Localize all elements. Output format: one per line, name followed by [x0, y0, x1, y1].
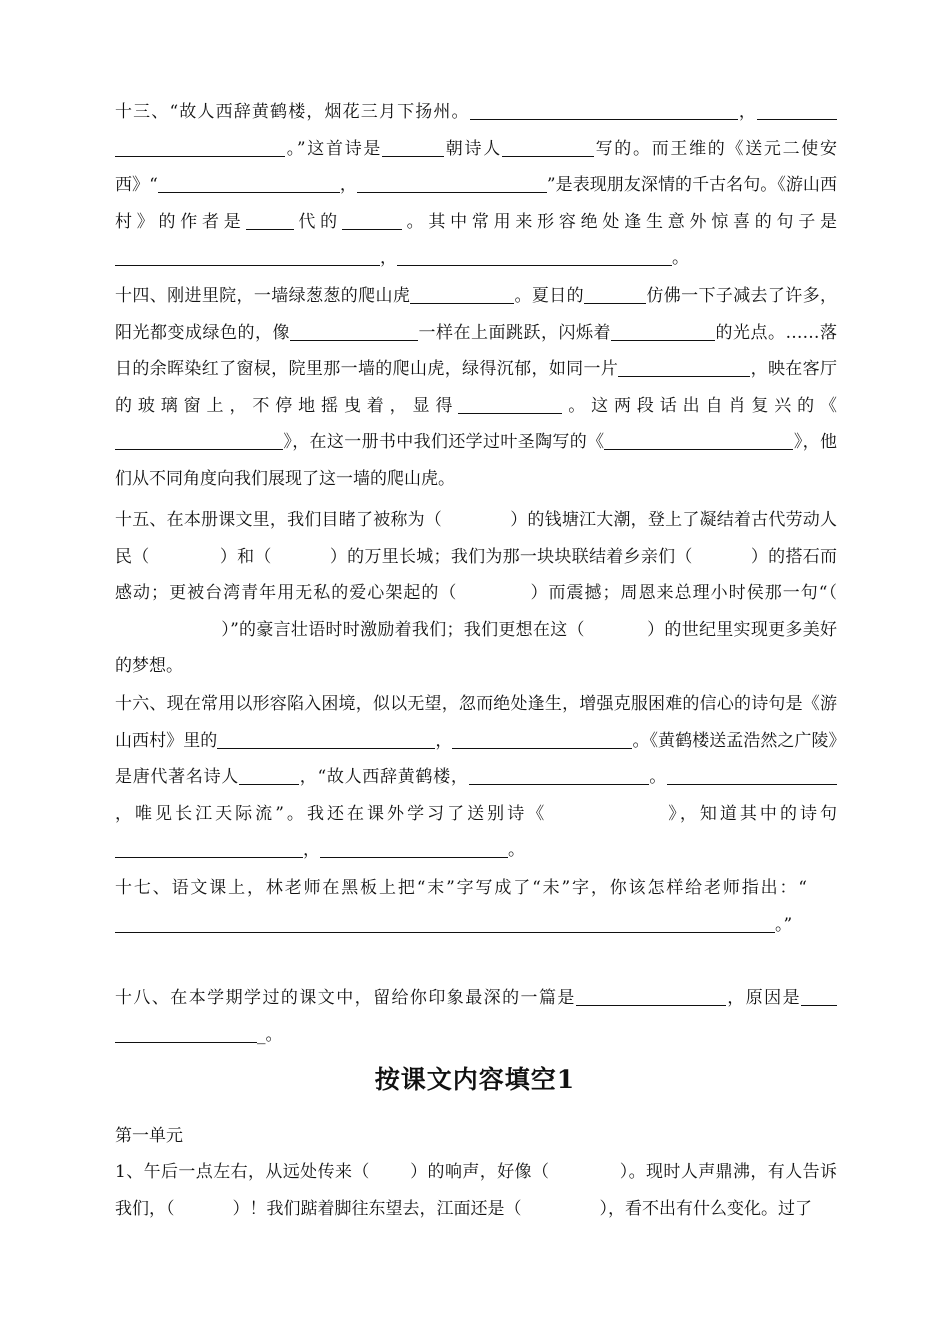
- q13-text-2: ，: [737, 102, 757, 122]
- answer-blank[interactable]: [115, 247, 380, 266]
- q18-text-3: _。: [257, 1024, 283, 1045]
- unit-label: 第一单元: [115, 1126, 183, 1146]
- q18-text-2: ，原因是: [725, 988, 802, 1008]
- q14-text-6: ，映在客厅的玻璃窗上，不停地摇曳着，显得: [115, 359, 837, 416]
- answer-blank[interactable]: [707, 766, 837, 785]
- answer-blank[interactable]: [290, 322, 418, 341]
- answer-blank[interactable]: [470, 101, 738, 120]
- q14-text-8: 》，在这一册书中我们还学过叶圣陶写的《: [283, 432, 605, 453]
- q13-text-8: 代的: [293, 211, 342, 232]
- answer-blank[interactable]: [452, 730, 632, 749]
- answer-blank[interactable]: [801, 987, 837, 1006]
- answer-blank[interactable]: [502, 138, 594, 157]
- answer-blank[interactable]: [584, 285, 646, 304]
- question-15: [115, 502, 837, 685]
- q13-text-11: 。: [672, 248, 689, 269]
- q15-text-7: ）”的豪言壮语时时激励着我们；我们更想在这（: [221, 619, 585, 640]
- q13-text-10: ，: [380, 248, 397, 269]
- answer-blank[interactable]: [618, 358, 694, 377]
- q13-text-3: 。”这首诗是: [285, 138, 383, 159]
- answer-blank[interactable]: [246, 211, 294, 230]
- q14-text-4: 一样在上面跳跃，闪烁着: [418, 322, 611, 343]
- answer-blank[interactable]: [115, 138, 285, 157]
- q16-text-8: ，: [303, 840, 320, 861]
- question-14: [115, 278, 837, 498]
- q15-text-3: ）和（: [219, 546, 272, 567]
- q1-text-4: ）！我们踮着脚往东望去，江面还是（: [232, 1198, 522, 1219]
- q16-text-6: ，唯见长江天际流”。我还在课外学习了送别诗《: [115, 803, 548, 824]
- q14-text-3: 仿佛一下子减去了许多，阳光都变成绿色的，像: [115, 286, 838, 343]
- q14-text-7: 。这两段话出自肖复兴的《: [562, 395, 838, 416]
- q15-text-2: ）的钱塘江大潮，登上了凝结着古代劳动人民（: [115, 510, 837, 567]
- answer-blank[interactable]: [458, 395, 562, 414]
- q16-text-3: 。《黄鹤楼送孟浩然之广陵》是唐代著名诗人: [115, 730, 838, 788]
- answer-blank[interactable]: [604, 431, 759, 450]
- q14-text-1: 十四、刚进里院，一墙绿葱葱的爬山虎: [115, 286, 411, 306]
- q13-text-4: 朝诗人: [444, 138, 502, 159]
- answer-blank[interactable]: [115, 839, 303, 858]
- q15-text-6: ）而震撼；周恩来总理小时侯那一句“（: [529, 583, 837, 604]
- q17-text-1: 十七、语文课上，林老师在黑板上把“末”字写成了“未”字，你该怎样给老师指出：“: [115, 878, 807, 898]
- answer-blank[interactable]: [115, 914, 775, 933]
- answer-blank[interactable]: [158, 174, 340, 193]
- question-13: [115, 94, 837, 277]
- q1-text-2: ）的响声，好像（: [409, 1162, 550, 1182]
- answer-blank[interactable]: [576, 987, 726, 1006]
- answer-blank[interactable]: [694, 358, 750, 377]
- q15-text-4: ）的万里长城；我们为那一块块联结着乡亲们（: [329, 546, 693, 567]
- q16-text-9: 。: [508, 840, 525, 861]
- answer-blank[interactable]: [239, 766, 299, 785]
- answer-blank[interactable]: [611, 322, 715, 341]
- q15-text-1: 十五、在本册课文里，我们目睹了被称为（: [115, 510, 442, 530]
- q14-text-2: 。夏日的: [514, 286, 585, 306]
- q13-text-6: ，: [339, 175, 357, 196]
- q15-text-5: ）的搭石而感动；更被台湾青年用无私的爱心架起的（: [115, 546, 838, 604]
- answer-blank[interactable]: [342, 211, 402, 230]
- q13-text-7: ”是表现朋友深情的千古名句。《游山西村》的作者是: [115, 175, 837, 232]
- answer-blank[interactable]: [410, 285, 514, 304]
- q14-text-9: 》，他们从不同角度向我们展现了这一墙的爬山虎。: [115, 432, 838, 489]
- q1-text-5: ），看不出有什么变化。过了: [599, 1198, 812, 1219]
- q16-text-5: 。: [648, 767, 668, 788]
- q1-text-3: ）。现时人声鼎沸，有人告诉我们，（: [115, 1162, 837, 1219]
- q16-text-7: 》，知道其中的诗句: [665, 803, 837, 824]
- answer-blank[interactable]: [382, 138, 444, 157]
- answer-blank[interactable]: [397, 247, 672, 266]
- answer-blank[interactable]: [115, 431, 283, 450]
- q14-text-5: 的光点。……落日的余晖染红了窗棂，院里那一墙的爬山虎，绿得沉郁，如同一片: [115, 322, 837, 380]
- q15-text-8: ）的世纪里实现更多美好的梦想。: [115, 619, 837, 677]
- q13-text-1: 十三、“故人西辞黄鹤楼，烟花三月下扬州。: [115, 102, 470, 122]
- q16-text-2: ，: [435, 730, 453, 751]
- answer-blank[interactable]: [667, 766, 707, 785]
- question-17: [115, 870, 837, 943]
- answer-blank[interactable]: [217, 730, 435, 749]
- answer-blank[interactable]: [115, 1024, 257, 1043]
- q13-text-5: 写的。而王维的《送元二使安西》“: [115, 138, 838, 196]
- question-16: [115, 686, 837, 869]
- answer-blank[interactable]: [759, 431, 793, 450]
- q18-text-1: 十八、在本学期学过的课文中，留给你印象最深的一篇是: [115, 988, 576, 1008]
- question-18: [115, 980, 837, 1053]
- answer-blank[interactable]: [357, 174, 547, 193]
- q16-text-1: 十六、现在常用以形容陷入困境，似以无望，忽而绝处逢生，增强克服困难的信心的诗句是《游山西村》里的: [115, 694, 837, 751]
- answer-blank[interactable]: [320, 839, 508, 858]
- q13-text-9: 。其中常用来形容绝处逢生意外惊喜的句子是: [401, 211, 838, 232]
- question-1: [115, 1154, 837, 1227]
- q16-text-4: ，“故人西辞黄鹤楼，: [299, 767, 469, 788]
- q17-text-2: 。”: [775, 914, 793, 935]
- section-title: 按课文内容填空1: [374, 1065, 576, 1094]
- q1-text-1: 1、午后一点左右，从远处传来（: [115, 1162, 370, 1182]
- answer-blank[interactable]: [757, 101, 837, 120]
- answer-blank[interactable]: [469, 766, 649, 785]
